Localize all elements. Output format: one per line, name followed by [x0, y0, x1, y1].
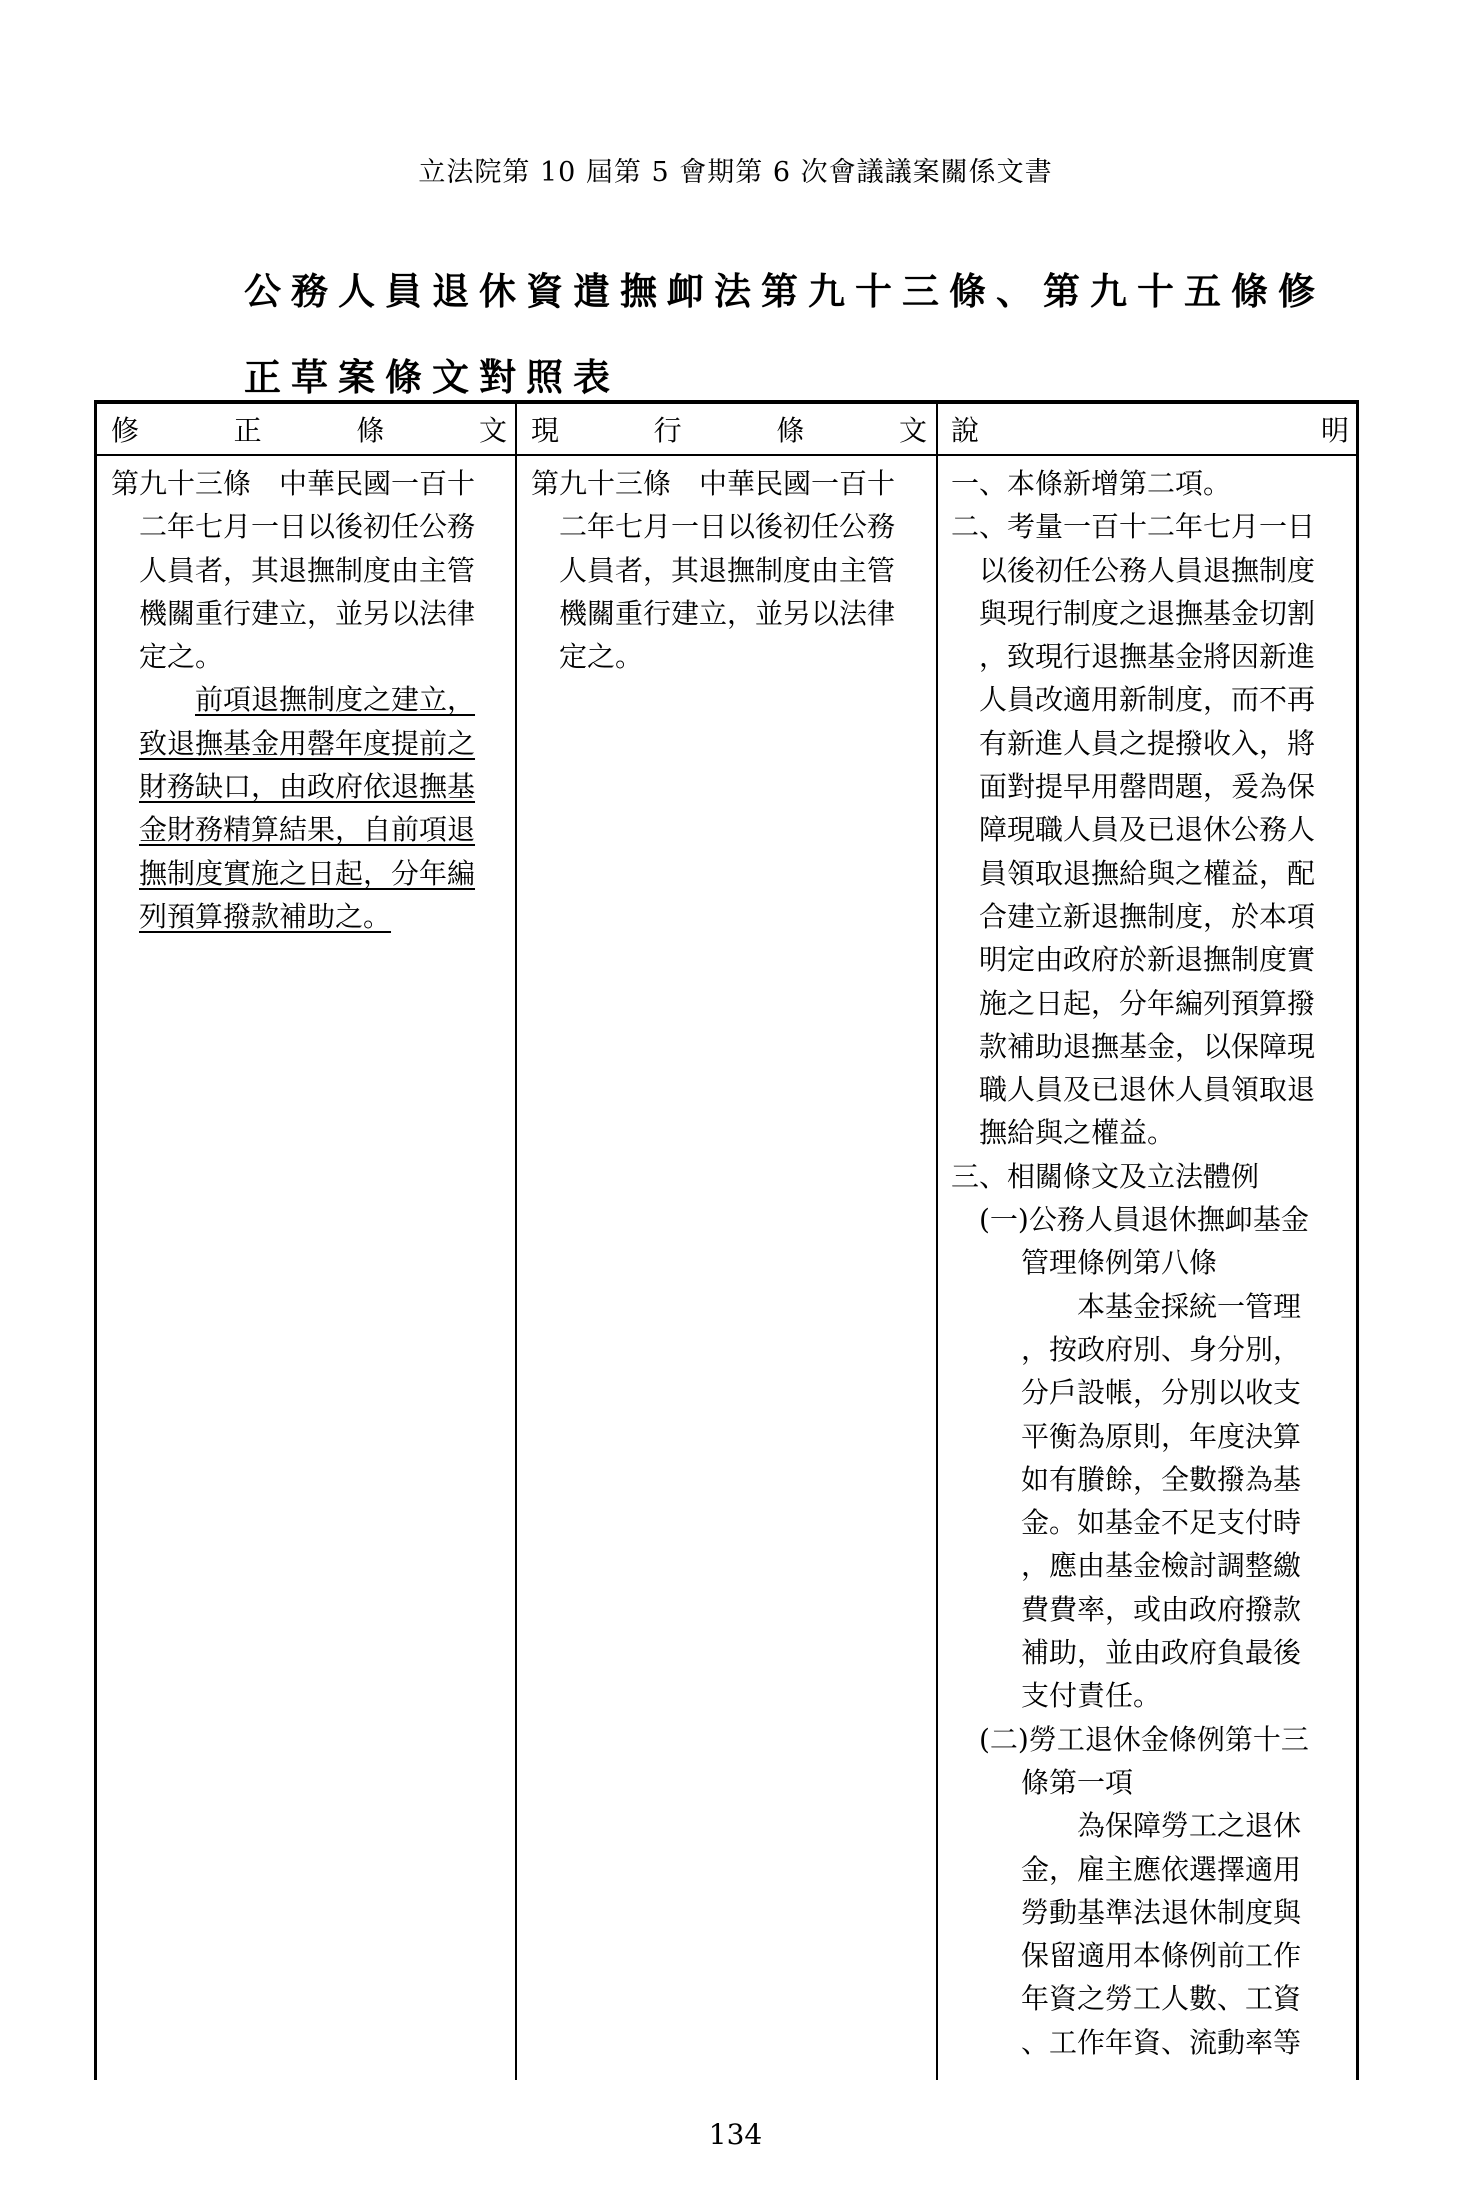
document-title: 公務人員退休資遣撫卹法第九十三條、第九十五條修正草案條文對照表	[244, 269, 1325, 399]
text-line: 金，雇主應依選擇適用	[1021, 1852, 1302, 1886]
text-line: 面對提早用罄問題，爰為保	[979, 770, 1316, 804]
text-line: 人員改適用新制度，而不再	[979, 683, 1316, 717]
header-char: 文	[478, 414, 507, 447]
comparison-table	[94, 400, 1359, 2080]
amended-para1-first-line	[111, 462, 511, 505]
underlined-text-line: 金財務精算結果，自前項退	[139, 813, 476, 847]
header-amended	[111, 404, 507, 454]
text-line: 員領取退撫給與之權益，配	[979, 856, 1316, 890]
text-line: 本基金採統一管理	[1077, 1289, 1302, 1323]
sub-item-title: (二)勞工退休金條例第十三	[979, 1722, 1309, 1756]
current-column	[531, 462, 931, 678]
underlined-text-line: 前項退撫制度之建立，	[195, 683, 476, 717]
text-line: 年資之勞工人數、工資	[1021, 1982, 1302, 2016]
text-line: 勞動基準法退休制度與	[1021, 1895, 1302, 1929]
amended-para2	[111, 722, 511, 765]
text-line: ，按政府別、身分別，	[1021, 1332, 1302, 1366]
text-line: 有新進人員之提撥收入，將	[979, 726, 1316, 760]
amended-para2	[111, 765, 511, 808]
underlined-text-line: 列預算撥款補助之。	[139, 899, 392, 933]
header-char: 文	[898, 414, 927, 447]
text-line: 機關重行建立，並另以法律	[559, 596, 896, 630]
header-divider	[97, 454, 1356, 456]
text-line: 施之日起，分年編列預算撥	[979, 986, 1316, 1020]
header-char: 修	[111, 414, 140, 447]
text-line: 定之。	[559, 640, 644, 674]
text-line: ，致現行退撫基金將因新進	[979, 640, 1316, 674]
header-current	[531, 404, 927, 454]
header-char: 說	[951, 414, 980, 447]
text-line: 機關重行建立，並另以法律	[139, 596, 476, 630]
header-char: 條	[776, 414, 805, 447]
current-para1-first-line	[531, 462, 931, 505]
text-line: 保留適用本條例前工作	[1021, 1939, 1302, 1973]
text-line: 合建立新退撫制度，於本項	[979, 899, 1316, 933]
text-line: 以後初任公務人員退撫制度	[979, 553, 1316, 587]
text-line: 金。如基金不足支付時	[1021, 1506, 1302, 1540]
text-line: 二年七月一日以後初任公務	[559, 510, 896, 544]
text-line: 中華民國一百十	[279, 467, 476, 500]
text-line: 分戶設帳，分別以收支	[1021, 1376, 1302, 1410]
text-line: 明定由政府於新退撫制度實	[979, 943, 1316, 977]
text-line: 、工作年資、流動率等	[1021, 2025, 1302, 2059]
article-number: 第九十三條	[111, 467, 252, 500]
page-number: 134	[708, 2118, 763, 2151]
sub-item-title: 管理條例第八條	[1021, 1246, 1218, 1280]
header-char: 正	[233, 414, 262, 447]
text-line: 職人員及已退休人員領取退	[979, 1073, 1316, 1107]
header-char: 條	[356, 414, 385, 447]
explanation-item: 一、本條新增第二項。	[951, 467, 1232, 500]
header-char: 行	[653, 414, 682, 447]
amended-para2	[111, 808, 511, 851]
text-line: 如有賸餘，全數撥為基	[1021, 1462, 1302, 1496]
text-line: 為保障勞工之退休	[1077, 1809, 1302, 1843]
text-line: 款補助退撫基金，以保障現	[979, 1029, 1316, 1063]
amended-para2	[111, 678, 511, 721]
amended-column	[111, 462, 511, 938]
header-explanation	[951, 404, 1349, 454]
amended-para2	[111, 895, 511, 938]
text-line: 中華民國一百十	[699, 467, 896, 500]
article-number: 第九十三條	[531, 467, 672, 500]
amended-para2	[111, 852, 511, 895]
text-line: ，應由基金檢討調整繳	[1021, 1549, 1302, 1583]
sub-item-title: 條第一項	[1021, 1765, 1134, 1799]
header-char: 明	[1320, 414, 1349, 447]
text-line: 人員者，其退撫制度由主管	[559, 553, 896, 587]
text-line: 支付責任。	[1021, 1679, 1162, 1713]
explanation-item: 三、相關條文及立法體例	[951, 1159, 1260, 1193]
explanation-item: 二、考量一百十二年七月一日	[951, 510, 1316, 544]
text-line: 平衡為原則，年度決算	[1021, 1419, 1302, 1453]
text-line: 二年七月一日以後初任公務	[139, 510, 476, 544]
underlined-text-line: 致退撫基金用罄年度提前之	[139, 726, 476, 760]
sub-item-title: (一)公務人員退休撫卹基金	[979, 1203, 1309, 1237]
column-divider	[515, 404, 517, 2080]
document-header: 立法院第 10 屆第 5 會期第 6 次會議議案關係文書	[418, 157, 1053, 188]
text-line: 補助，並由政府負最後	[1021, 1636, 1302, 1670]
text-line: 定之。	[139, 640, 224, 674]
text-line: 障現職人員及已退休公務人	[979, 813, 1316, 847]
text-line: 費費率，或由政府撥款	[1021, 1592, 1302, 1626]
text-line: 人員者，其退撫制度由主管	[139, 553, 476, 587]
header-char: 現	[531, 414, 560, 447]
underlined-text-line: 財務缺口，由政府依退撫基	[139, 770, 476, 804]
column-divider	[936, 404, 938, 2080]
underlined-text-line: 撫制度實施之日起，分年編	[139, 856, 476, 890]
text-line: 撫給與之權益。	[979, 1116, 1176, 1150]
explanation-column	[951, 462, 1355, 2064]
text-line: 與現行制度之退撫基金切割	[979, 596, 1316, 630]
